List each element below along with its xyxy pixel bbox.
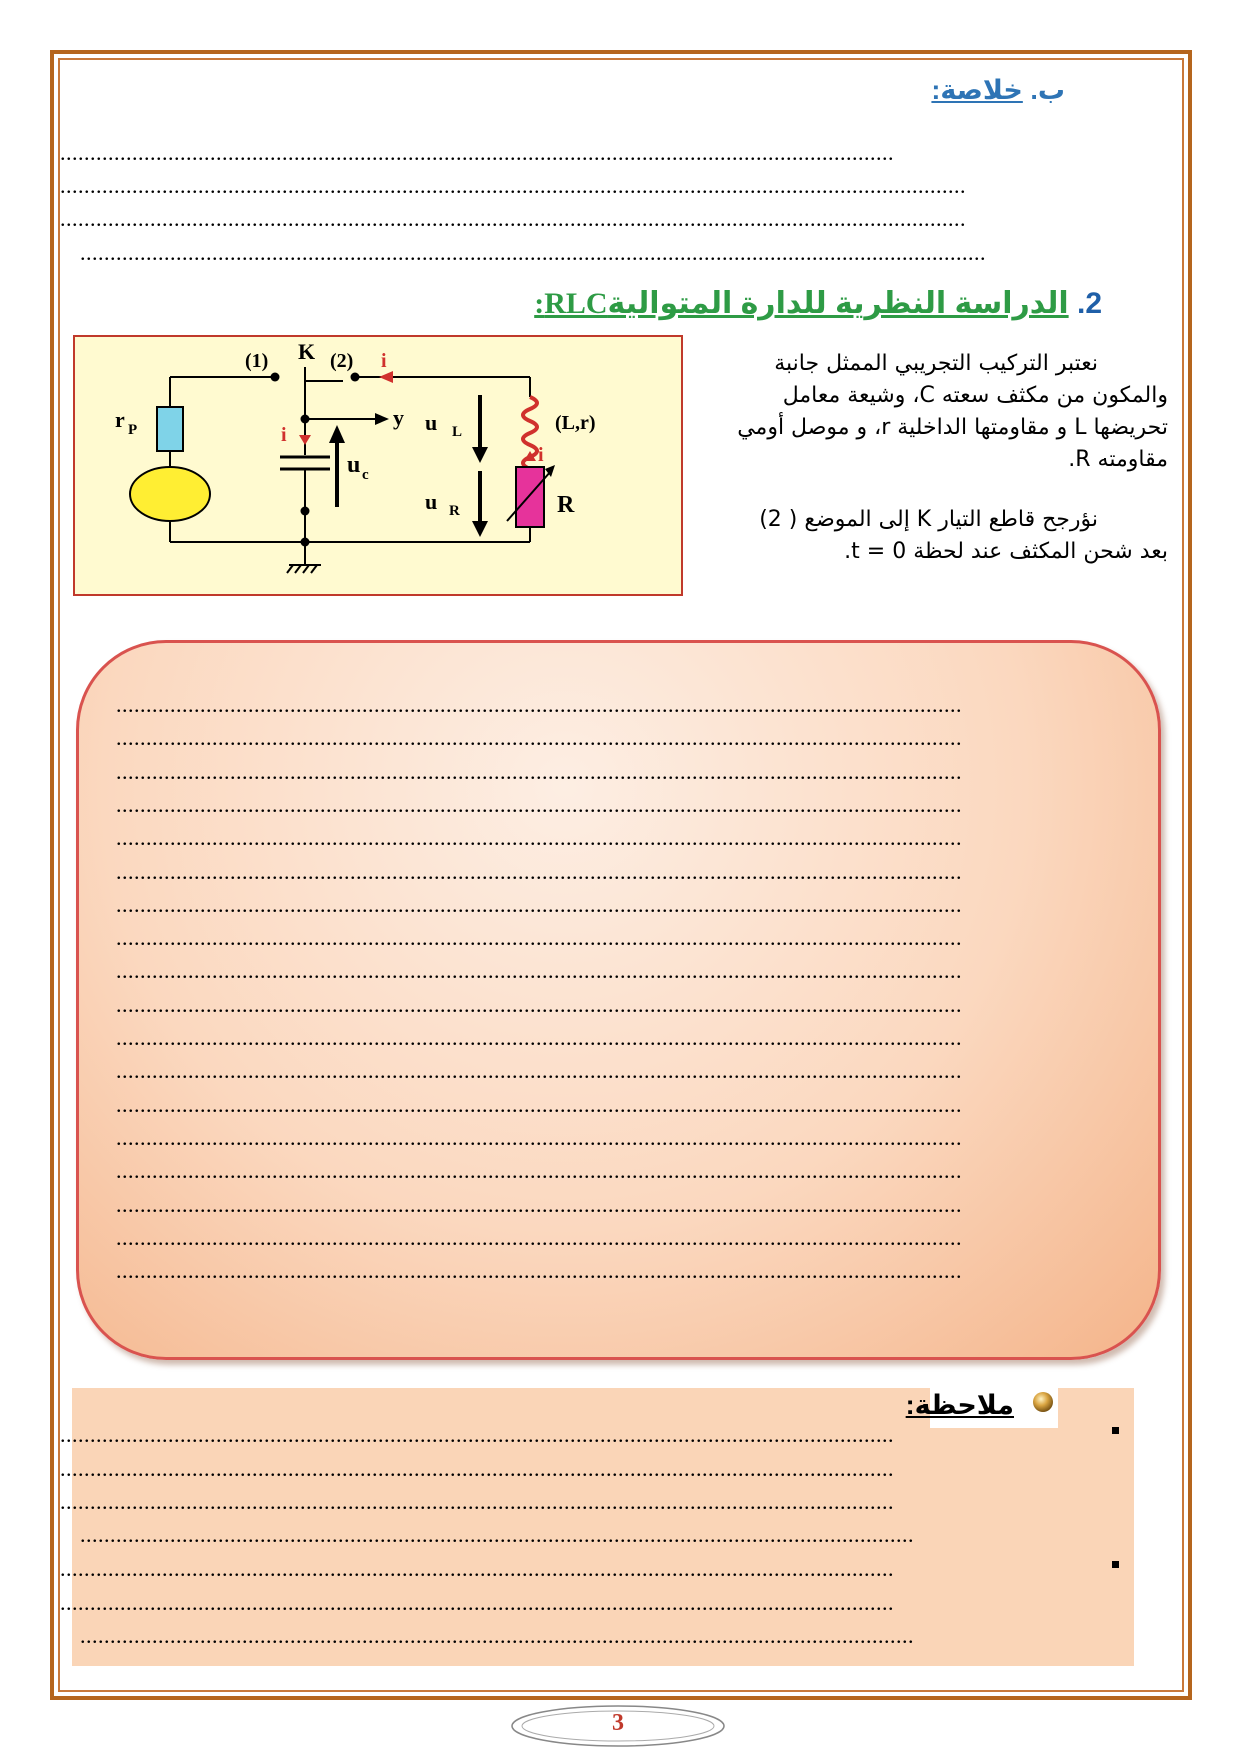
answer-dotted-line: ............................................................................................................................................. (116, 925, 962, 950)
bullet-marker (1112, 1561, 1119, 1568)
ul-label: u (425, 410, 438, 435)
uc-label: u (347, 452, 361, 478)
description-line: نعتبر التركيب التجريبي الممثل جانبة (774, 351, 1098, 376)
answer-dotted-line: ............................................................................................................................................. (116, 825, 962, 850)
ul-sub-label: L (452, 424, 463, 440)
i-top-label: i (381, 350, 387, 372)
answer-dotted-line: ............................................................................................................................................. (116, 759, 962, 784)
i-resistor-label: i (538, 444, 544, 466)
answer-dotted-line: ............................................................................................................................................. (116, 1158, 962, 1183)
instruction-line: بعد شحن المكثف عند لحظة t = 0. (844, 539, 1168, 564)
note-bullet-icon (1032, 1391, 1054, 1413)
note-dotted-line: ........................................................................................................................................... (60, 1556, 894, 1581)
answer-dotted-line: ............................................................................................................................................. (116, 992, 962, 1017)
description-line: تحريضها L و مقاومتها الداخلية r، و موصل أومي (737, 415, 1168, 440)
bullet-marker (1112, 1427, 1119, 1434)
generator-branch (130, 377, 305, 542)
variable-resistor-r (516, 467, 544, 527)
rp-sub-label: P (128, 422, 138, 438)
answer-dotted-line: ............................................................................................................................................. (116, 1092, 962, 1117)
section-2-number: 2. (1076, 287, 1102, 320)
answer-dotted-line: ............................................................................................................................................. (116, 692, 962, 717)
note-title: ملاحظة: (905, 1390, 1014, 1420)
dotted-line: ....................................................................................................................................................... (80, 240, 986, 265)
switch-k (271, 367, 390, 425)
description-line: والمكون من مكثف سعته C، وشيعة معامل (782, 383, 1168, 408)
note-dotted-line: ........................................................................................................................................... (80, 1623, 914, 1648)
y-label: y (393, 405, 404, 430)
coil-label: (L,r) (555, 412, 596, 434)
answer-dotted-line: ............................................................................................................................................. (116, 792, 962, 817)
section-2-heading (534, 286, 1102, 321)
capacitor-branch (280, 419, 475, 573)
generator-icon (130, 467, 210, 521)
section-b-title: خلاصة: (931, 75, 1023, 105)
answer-dotted-line: ............................................................................................................................................. (116, 1025, 962, 1050)
rlc-circuit-figure (73, 335, 683, 596)
dotted-line: ....................................................................................................................................................... (60, 206, 966, 231)
note-dotted-line: ........................................................................................................................................... (80, 1522, 914, 1547)
answer-dotted-line: ............................................................................................................................................. (116, 892, 962, 917)
answer-dotted-line: ............................................................................................................................................. (116, 1192, 962, 1217)
section-2-title: الدراسة النظرية للدارة المتوالية (607, 287, 1069, 320)
rp-label: r (115, 407, 125, 432)
dotted-line: ........................................................................................................................................... (60, 140, 894, 165)
ur-sub-label: R (449, 503, 460, 519)
note-dotted-line: ........................................................................................................................................... (60, 1422, 894, 1447)
section-b-prefix: ب. (1030, 75, 1065, 105)
note-dotted-line: ........................................................................................................................................... (60, 1456, 894, 1481)
circuit-description (658, 348, 1168, 476)
section-b-heading (931, 75, 1065, 106)
rp-resistor (157, 407, 183, 451)
position-1-label: (1) (245, 350, 269, 372)
answer-dotted-line: ............................................................................................................................................. (116, 958, 962, 983)
rlc-circuit-diagram (75, 337, 681, 594)
answer-dotted-line: ............................................................................................................................................. (116, 725, 962, 750)
uc-sub-label: c (362, 467, 369, 483)
description-line: مقاومته R. (1068, 447, 1168, 472)
page-number: 3 (612, 1710, 624, 1736)
note-dotted-line: ........................................................................................................................................... (60, 1489, 894, 1514)
ur-label: u (425, 489, 438, 514)
dotted-line: ....................................................................................................................................................... (60, 173, 966, 198)
instruction-line: نؤرجح قاطع التيار K إلى الموضع ( 2) (759, 507, 1098, 532)
i-capacitor-label: i (281, 424, 287, 446)
page-number-badge (508, 1702, 728, 1750)
section-2-rlc: RLC: (534, 287, 608, 320)
answer-dotted-line: ............................................................................................................................................. (116, 1258, 962, 1283)
answer-dotted-line: ............................................................................................................................................. (116, 1058, 962, 1083)
note-dotted-line: ........................................................................................................................................... (60, 1590, 894, 1615)
answer-dotted-line: ............................................................................................................................................. (116, 1225, 962, 1250)
resistor-r-label: R (557, 492, 575, 518)
switch-instruction (658, 504, 1168, 568)
answer-dotted-line: ............................................................................................................................................. (116, 859, 962, 884)
position-2-label: (2) (330, 350, 354, 372)
answer-dotted-line: ............................................................................................................................................. (116, 1125, 962, 1150)
switch-k-label: K (298, 339, 316, 364)
